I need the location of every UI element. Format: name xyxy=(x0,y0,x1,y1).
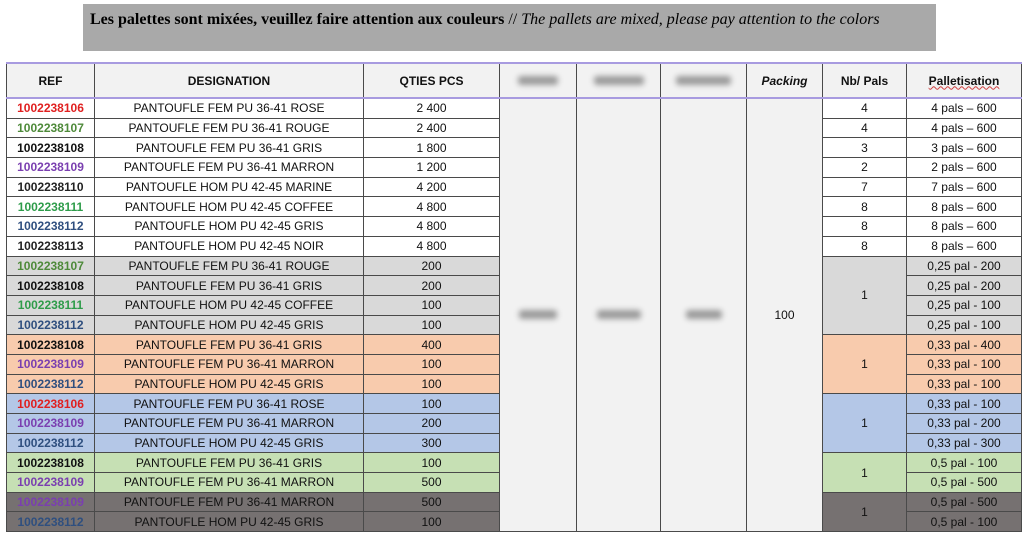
redacted-value xyxy=(597,310,641,319)
ref-cell: 1002238111 xyxy=(7,295,95,315)
palletisation-cell: 4 pals – 600 xyxy=(907,118,1022,138)
palletisation-table xyxy=(6,62,1022,532)
col-header-nb-pals: Nb/ Pals xyxy=(823,63,907,98)
designation-cell: PANTOUFLE HOM PU 42-45 GRIS xyxy=(95,374,364,394)
palletisation-cell: 0,33 pal - 200 xyxy=(907,414,1022,434)
ref-cell: 1002238107 xyxy=(7,256,95,276)
qty-cell: 500 xyxy=(364,492,500,512)
qty-cell: 400 xyxy=(364,335,500,355)
qty-cell: 100 xyxy=(364,315,500,335)
table-body xyxy=(7,98,1022,532)
ref-cell: 1002238108 xyxy=(7,138,95,158)
qty-cell: 4 800 xyxy=(364,236,500,256)
ref-cell: 1002238112 xyxy=(7,374,95,394)
packing-merged-cell: 100 xyxy=(747,98,823,532)
designation-cell: PANTOUFLE HOM PU 42-45 GRIS xyxy=(95,217,364,237)
ref-cell: 1002238112 xyxy=(7,217,95,237)
designation-cell: PANTOUFLE HOM PU 42-45 COFFEE xyxy=(95,295,364,315)
qty-cell: 500 xyxy=(364,473,500,493)
nb-pals-cell: 4 xyxy=(823,118,907,138)
ref-cell: 1002238106 xyxy=(7,98,95,118)
ref-cell: 1002238111 xyxy=(7,197,95,217)
designation-cell: PANTOUFLE FEM PU 36-41 GRIS xyxy=(95,138,364,158)
designation-cell: PANTOUFLE FEM PU 36-41 MARRON xyxy=(95,414,364,434)
redacted-value xyxy=(686,310,722,319)
notice-separator: // xyxy=(504,11,522,28)
designation-cell: PANTOUFLE FEM PU 36-41 MARRON xyxy=(95,492,364,512)
palletisation-cell: 0,5 pal - 100 xyxy=(907,453,1022,473)
ref-cell: 1002238109 xyxy=(7,414,95,434)
palletisation-cell: 3 pals – 600 xyxy=(907,138,1022,158)
nb-pals-cell: 8 xyxy=(823,217,907,237)
notice-banner xyxy=(83,4,936,51)
notice-english: The pallets are mixed, please pay attention to the colors xyxy=(521,11,880,28)
qty-cell: 2 400 xyxy=(364,118,500,138)
nb-pals-cell: 1 xyxy=(823,453,907,492)
palletisation-cell: 4 pals – 600 xyxy=(907,98,1022,118)
designation-cell: PANTOUFLE FEM PU 36-41 ROSE xyxy=(95,98,364,118)
qty-cell: 100 xyxy=(364,354,500,374)
nb-pals-cell: 8 xyxy=(823,236,907,256)
qty-cell: 100 xyxy=(364,295,500,315)
designation-cell: PANTOUFLE FEM PU 36-41 MARRON xyxy=(95,473,364,493)
ref-cell: 1002238109 xyxy=(7,492,95,512)
nb-pals-cell: 1 xyxy=(823,394,907,453)
qty-cell: 4 800 xyxy=(364,197,500,217)
col-header-redacted-1 xyxy=(500,63,577,98)
ref-cell: 1002238106 xyxy=(7,394,95,414)
col-header-designation: DESIGNATION xyxy=(95,63,364,98)
qty-cell: 4 200 xyxy=(364,177,500,197)
redacted-merged-cell-2 xyxy=(577,98,661,532)
palletisation-cell: 7 pals – 600 xyxy=(907,177,1022,197)
designation-cell: PANTOUFLE FEM PU 36-41 ROUGE xyxy=(95,118,364,138)
palletisation-cell: 0,5 pal - 500 xyxy=(907,492,1022,512)
palletisation-cell: 2 pals – 600 xyxy=(907,158,1022,178)
designation-cell: PANTOUFLE FEM PU 36-41 MARRON xyxy=(95,158,364,178)
palletisation-cell: 0,25 pal - 200 xyxy=(907,276,1022,296)
palletisation-cell: 8 pals – 600 xyxy=(907,236,1022,256)
ref-cell: 1002238110 xyxy=(7,177,95,197)
ref-cell: 1002238109 xyxy=(7,354,95,374)
ref-cell: 1002238109 xyxy=(7,158,95,178)
designation-cell: PANTOUFLE FEM PU 36-41 ROUGE xyxy=(95,256,364,276)
ref-cell: 1002238109 xyxy=(7,473,95,493)
qty-cell: 100 xyxy=(364,453,500,473)
designation-cell: PANTOUFLE FEM PU 36-41 GRIS xyxy=(95,453,364,473)
nb-pals-cell: 8 xyxy=(823,197,907,217)
col-header-palletisation xyxy=(907,63,1022,98)
col-header-redacted-2 xyxy=(577,63,661,98)
redacted-merged-cell-1 xyxy=(500,98,577,532)
col-header-qty: QTIES PCS xyxy=(364,63,500,98)
palletisation-cell: 0,5 pal - 100 xyxy=(907,512,1022,532)
qty-cell: 200 xyxy=(364,256,500,276)
palletisation-cell: 0,25 pal - 200 xyxy=(907,256,1022,276)
designation-cell: PANTOUFLE HOM PU 42-45 NOIR xyxy=(95,236,364,256)
designation-cell: PANTOUFLE HOM PU 42-45 MARINE xyxy=(95,177,364,197)
col-header-ref: REF xyxy=(7,63,95,98)
qty-cell: 200 xyxy=(364,414,500,434)
ref-cell: 1002238108 xyxy=(7,276,95,296)
palletisation-cell: 0,5 pal - 500 xyxy=(907,473,1022,493)
qty-cell: 100 xyxy=(364,374,500,394)
palletisation-cell: 0,25 pal - 100 xyxy=(907,295,1022,315)
qty-cell: 1 800 xyxy=(364,138,500,158)
table-header-row xyxy=(7,63,1022,98)
palletisation-cell: 0,33 pal - 300 xyxy=(907,433,1022,453)
ref-cell: 1002238112 xyxy=(7,315,95,335)
redacted-merged-cell-3 xyxy=(661,98,747,532)
table-row xyxy=(7,98,1022,118)
ref-cell: 1002238112 xyxy=(7,512,95,532)
palletisation-cell: 0,33 pal - 100 xyxy=(907,354,1022,374)
palletisation-cell: 8 pals – 600 xyxy=(907,197,1022,217)
ref-cell: 1002238113 xyxy=(7,236,95,256)
palletisation-cell: 0,33 pal - 400 xyxy=(907,335,1022,355)
ref-cell: 1002238108 xyxy=(7,453,95,473)
qty-cell: 200 xyxy=(364,276,500,296)
redacted-value xyxy=(519,310,557,319)
designation-cell: PANTOUFLE HOM PU 42-45 GRIS xyxy=(95,315,364,335)
ref-cell: 1002238112 xyxy=(7,433,95,453)
nb-pals-cell: 4 xyxy=(823,98,907,118)
qty-cell: 300 xyxy=(364,433,500,453)
nb-pals-cell: 7 xyxy=(823,177,907,197)
palletisation-cell: 0,25 pal - 100 xyxy=(907,315,1022,335)
designation-cell: PANTOUFLE FEM PU 36-41 GRIS xyxy=(95,335,364,355)
qty-cell: 2 400 xyxy=(364,98,500,118)
qty-cell: 100 xyxy=(364,512,500,532)
palletisation-cell: 0,33 pal - 100 xyxy=(907,394,1022,414)
qty-cell: 100 xyxy=(364,394,500,414)
designation-cell: PANTOUFLE FEM PU 36-41 GRIS xyxy=(95,276,364,296)
nb-pals-cell: 1 xyxy=(823,335,907,394)
palletisation-cell: 8 pals – 600 xyxy=(907,217,1022,237)
palletisation-header-label: Palletisation xyxy=(928,73,1000,88)
qty-cell: 4 800 xyxy=(364,217,500,237)
col-header-packing: Packing xyxy=(747,63,823,98)
ref-cell: 1002238108 xyxy=(7,335,95,355)
palletisation-cell: 0,33 pal - 100 xyxy=(907,374,1022,394)
designation-cell: PANTOUFLE HOM PU 42-45 COFFEE xyxy=(95,197,364,217)
designation-cell: PANTOUFLE HOM PU 42-45 GRIS xyxy=(95,512,364,532)
designation-cell: PANTOUFLE FEM PU 36-41 MARRON xyxy=(95,354,364,374)
nb-pals-cell: 3 xyxy=(823,138,907,158)
designation-cell: PANTOUFLE FEM PU 36-41 ROSE xyxy=(95,394,364,414)
nb-pals-cell: 2 xyxy=(823,158,907,178)
nb-pals-cell: 1 xyxy=(823,492,907,531)
col-header-redacted-3 xyxy=(661,63,747,98)
notice-french: Les palettes sont mixées, veuillez faire attention aux couleurs xyxy=(90,11,505,28)
designation-cell: PANTOUFLE HOM PU 42-45 GRIS xyxy=(95,433,364,453)
nb-pals-cell: 1 xyxy=(823,256,907,335)
qty-cell: 1 200 xyxy=(364,158,500,178)
ref-cell: 1002238107 xyxy=(7,118,95,138)
